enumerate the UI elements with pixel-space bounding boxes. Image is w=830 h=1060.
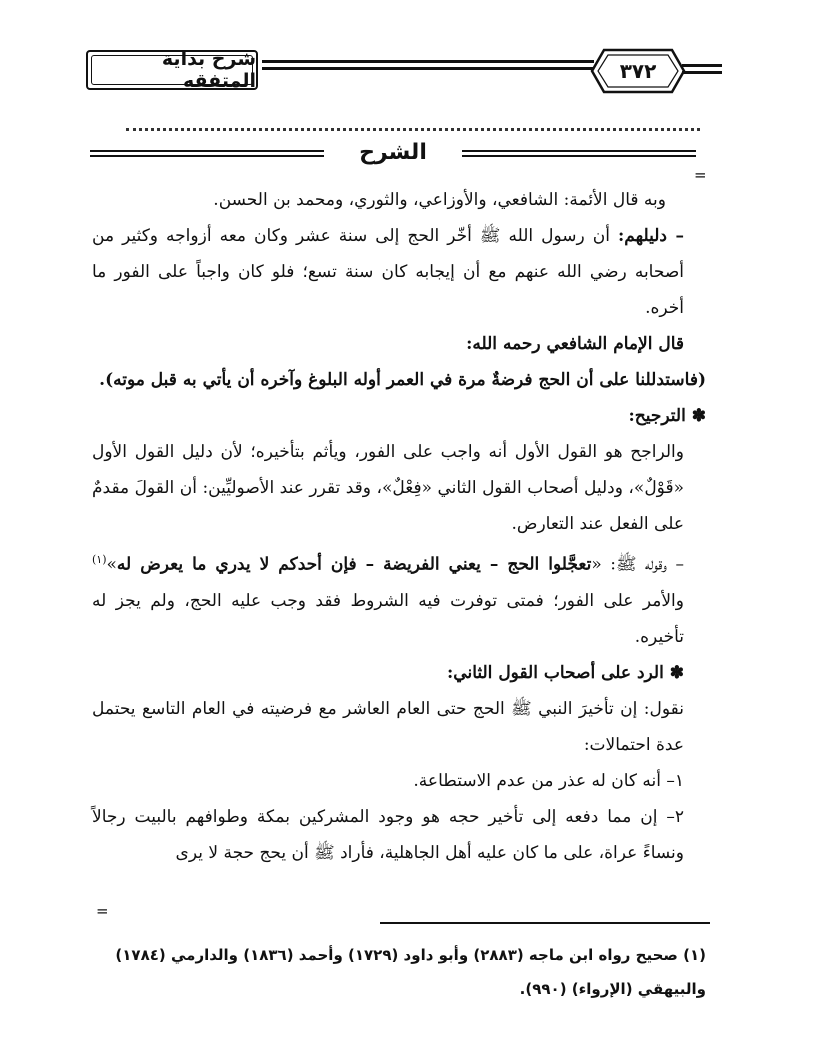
- header-rules: [262, 60, 594, 74]
- footnote-ref: (١): [92, 553, 107, 566]
- main-text: [92, 182, 706, 871]
- footnotes: [88, 938, 706, 1006]
- book-title-box: [86, 50, 258, 90]
- paragraph-proof: [92, 218, 706, 326]
- proof-label: – دليلهم:: [618, 226, 684, 246]
- tarjih-heading: ✽ الترجيح:: [628, 406, 706, 426]
- proof-text: أن رسول الله ﷺ أخّر الحج إلى سنة عشر وكان معه أزواجه وكثير من أصحابه رضي الله عنهم مع أن إيجابه كان سنة تسع؛ فلو كان واجباً على الفور ما أخره.: [92, 226, 684, 318]
- section-rule-right: [462, 150, 696, 160]
- paragraph-hadith: [92, 542, 706, 655]
- imam-heading: قال الإمام الشافعي رحمه الله:: [466, 334, 684, 354]
- hadith-text: تعجَّلوا الحج – يعني الفريضة – فإن أحدكم لا يدري ما يعرض له: [116, 554, 592, 575]
- paragraph-scholars: وبه قال الأئمة: الشافعي، والأوزاعي، والثوري، ومحمد بن الحسن.: [213, 190, 666, 210]
- section-title: الشرح: [359, 140, 427, 165]
- paragraph-reply: نقول: إن تأخيرَ النبي ﷺ الحج حتى العام العاشر مع فرضيته في العام التاسع يحتمل عدة احتمالات:: [92, 698, 684, 755]
- point-1: ١– أنه كان له عذر من عدم الاستطاعة.: [413, 770, 684, 791]
- reply-heading: ✽ الرد على أصحاب القول الثاني:: [447, 662, 684, 683]
- hadith-after: والأمر على الفور؛ فمتى توفرت فيه الشروط فقد وجب عليه الحج، ولم يجز له تأخيره.: [92, 590, 684, 647]
- header-tail-rules: [682, 64, 722, 78]
- imam-quote: (فاستدللنا على أن الحج فرضةٌ مرة في العمر أوله البلوغ وآخره أن يأتي به قبل موته).: [99, 370, 706, 390]
- margin-marker-bottom: =: [96, 902, 109, 920]
- book-title: شرح بداية المتفقه: [161, 48, 256, 92]
- footnote-rule: [380, 922, 710, 924]
- section-title-bar: [90, 136, 696, 176]
- page-number: ٣٧٢: [619, 59, 657, 83]
- footnote-1-cont: والبيهقي (الإرواء) (٩٩٠).: [519, 980, 706, 998]
- point-2: ٢– إن مما دفعه إلى تأخير حجه هو وجود المشركين بمكة وطوافهم بالبيت رجالاً ونساءً عراة، على ما كان عليه أهل الجاهلية، فأراد ﷺ أن يحج حجة لا يرى: [92, 806, 684, 863]
- hadith-intro: – وقوله ﷺ: «: [591, 554, 684, 575]
- page-number-badge: [590, 46, 686, 96]
- paragraph-tarjih: والراجح هو القول الأول أنه واجب على الفور، ويأثم بتأخيره؛ لأن دليل القول الأول «قَوْلٌ»، ودليل أصحاب القول الثاني «فِعْلٌ»، وقد تقرر عند الأصوليِّين: أن القولَ مقدمٌ على الفعل عند التعارض.: [92, 442, 684, 534]
- dotted-separator: [126, 112, 700, 131]
- page-header: [86, 46, 722, 102]
- margin-marker-top: =: [694, 166, 707, 184]
- footnote-1: (١) صحيح رواه ابن ماجه (٢٨٨٣) وأبو داود (١٧٢٩) وأحمد (١٨٣٦) والدارمي (١٧٨٤): [115, 946, 706, 964]
- hadith-close: »: [106, 554, 117, 575]
